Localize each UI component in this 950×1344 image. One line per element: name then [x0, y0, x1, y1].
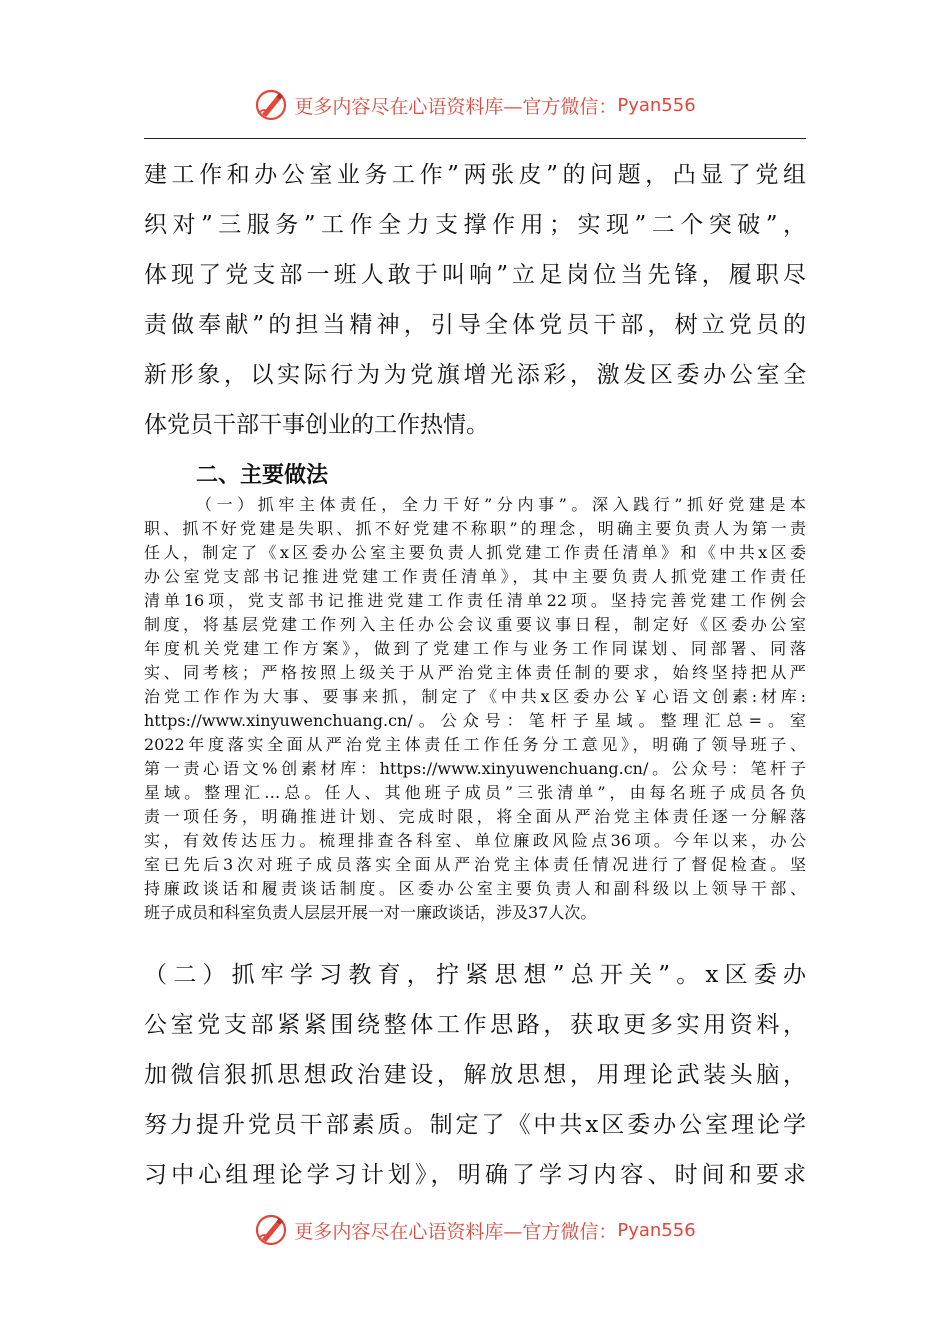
footer-banner — [0, 1213, 950, 1247]
paragraph-line: 公室党支部紧紧围绕整体工作思路，获取更多实用资料， — [144, 1012, 806, 1038]
header-divider — [144, 138, 806, 139]
paragraph-line: 实，有效传达压力。梳理排查各科室、单位廉政风险点36项。今年以来，办公 — [144, 831, 806, 850]
paragraph-line: 室已先后3次对班子成员落实全面从严治党主体责任情况进行了督促检查。坚 — [144, 855, 806, 874]
paragraph-line: 习中心组理论学习计划》，明确了学习内容、时间和要求 — [144, 1162, 806, 1188]
paragraph-line: 2022年度落实全面从严治党主体责任工作任务分工意见》，明确了领导班子、 — [144, 735, 806, 754]
paragraph-line: 班子成员和科室负责人层层开展一对一廉政谈话，涉及37人次。 — [144, 903, 597, 922]
paragraph-line: 建工作和办公室业务工作”两张皮”的问题，凸显了党组 — [144, 162, 806, 188]
header-banner — [0, 88, 950, 122]
pen-seal-logo-icon — [254, 1213, 288, 1247]
paragraph-line: 新形象，以实际行为为党旗增光添彩，激发区委办公室全 — [144, 362, 806, 388]
paragraph-line: （二）抓牢学习教育，拧紧思想”总开关”。x区委办 — [144, 962, 806, 988]
section-heading: 二、主要做法 — [196, 463, 329, 488]
paragraph-line: 体现了党支部一班人敢于叫响”立足岗位当先锋，履职尽 — [144, 262, 806, 288]
pen-seal-logo-icon — [254, 88, 288, 122]
banner-wechat-id: Pyan556 — [617, 94, 696, 116]
paragraph-line: 责做奉献”的担当精神，引导全体党员干部，树立党员的 — [144, 312, 806, 338]
paragraph-line: 治党工作作为大事、要事来抓，制定了《中共x区委办公￥心语文创素:材库: — [144, 687, 806, 706]
paragraph-line: 责一项任务，明确推进计划、完成时限，将全面从严治党主体责任逐一分解落 — [144, 807, 806, 826]
banner-wechat-id: Pyan556 — [617, 1219, 696, 1241]
paragraph-line: 织对”三服务”工作全力支撑作用；实现”二个突破”， — [144, 212, 806, 238]
paragraph-line: 年度机关党建工作方案》，做到了党建工作与业务工作同谋划、同部署、同落 — [144, 639, 806, 658]
paragraph-line: 任人，制定了《x区委办公室主要负责人抓党建工作责任清单》和《中共x区委 — [144, 543, 806, 562]
banner-text: 更多内容尽在心语资料库—官方微信： — [294, 1220, 618, 1243]
paragraph-line: 星域。整理汇…总。任人、其他班子成员”三张清单”，由每名班子成员各负 — [144, 783, 806, 802]
paragraph-line: 体党员干部干事创业的工作热情。 — [144, 412, 489, 438]
paragraph-line: 办公室党支部书记推进党建工作责任清单》，其中主要负责人抓党建工作责任 — [144, 567, 806, 586]
paragraph-line: （一）抓牢主体责任，全力干好”分内事”。深入践行”抓好党建是本 — [196, 495, 806, 514]
paragraph-line: 努力提升党员干部素质。制定了《中共x区委办公室理论学 — [144, 1112, 806, 1138]
paragraph-line: 清单16项，党支部书记推进党建工作责任清单22项。坚持完善党建工作例会 — [144, 591, 806, 610]
paragraph-line: 实、同考核；严格按照上级关于从严治党主体责任制的要求，始终坚持把从严 — [144, 663, 806, 682]
paragraph-line: 职、抓不好党建是失职、抓不好党建不称职”的理念，明确主要负责人为第一责 — [144, 519, 806, 538]
banner-text: 更多内容尽在心语资料库—官方微信： — [294, 95, 618, 118]
paragraph-line: 持廉政谈话和履责谈话制度。区委办公室主要负责人和副科级以上领导干部、 — [144, 879, 806, 898]
paragraph-line: https://www.xinyuwenchuang.cn/。公众号：笔杆子星域。整理汇总=。室 — [144, 711, 806, 730]
paragraph-line: 第一责心语文%创素材库：https://www.xinyuwenchuang.cn/。公众号：笔杆子 — [144, 759, 806, 778]
paragraph-line: 加微信狠抓思想政治建设，解放思想，用理论武装头脑， — [144, 1062, 806, 1088]
paragraph-line: 制度，将基层党建工作列入主任办公会议重要议事日程，制定好《区委办公室 — [144, 615, 806, 634]
